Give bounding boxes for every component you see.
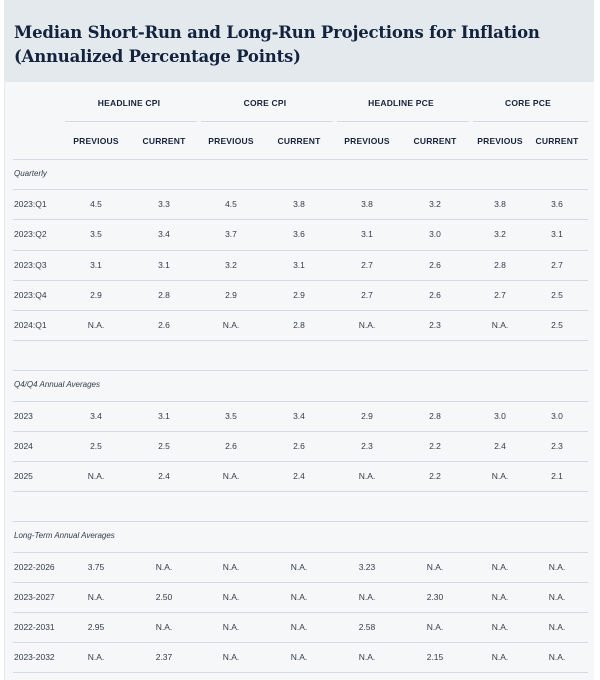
table-cell: 2.5 xyxy=(158,440,170,451)
column-subheader: PREVIOUS xyxy=(73,136,119,146)
table-cell: 2.3 xyxy=(551,440,563,451)
row-divider xyxy=(13,642,588,643)
row-label: 2023-2027 xyxy=(14,591,55,602)
table-cell: N.A. xyxy=(426,561,444,572)
table-cell: 3.8 xyxy=(293,199,305,210)
table-cell: 3.5 xyxy=(225,410,237,421)
table-cell: 2.9 xyxy=(90,289,102,300)
table-cell: 3.1 xyxy=(158,410,170,421)
spacer-divider xyxy=(13,370,588,371)
table-cell: 4.5 xyxy=(90,199,102,210)
table-cell: 2.8 xyxy=(494,259,506,270)
section-label: Long-Term Annual Averages xyxy=(14,531,115,541)
column-subheader: PREVIOUS xyxy=(208,136,254,146)
table-cell: 3.5 xyxy=(90,229,102,240)
column-subheader: CURRENT xyxy=(142,136,186,146)
table-cell: N.A. xyxy=(358,471,376,481)
table-cell: 3.1 xyxy=(90,259,102,270)
title-bar xyxy=(4,0,594,82)
group-underline xyxy=(65,121,197,122)
table-cell: 2.58 xyxy=(358,622,376,632)
table-cell: 3.2 xyxy=(494,229,506,240)
row-divider xyxy=(13,431,588,432)
table-cell: 2.5 xyxy=(551,320,563,330)
table-cell: 4.5 xyxy=(225,199,237,210)
table-cell: 2.37 xyxy=(155,652,173,663)
table-cell: 3.2 xyxy=(429,199,441,210)
row-label: 2023 xyxy=(14,410,33,421)
table-cell: N.A. xyxy=(358,652,376,663)
page-title: Median Short-Run and Long-Run Projections for Inflation (Annualized Percentage Points) xyxy=(14,23,540,66)
table-cell: N.A. xyxy=(290,622,308,632)
table-cell: N.A. xyxy=(222,652,240,663)
row-divider xyxy=(13,461,588,462)
table-cell: N.A. xyxy=(491,320,509,330)
column-subheader: CURRENT xyxy=(413,136,457,146)
table-cell: 2.30 xyxy=(426,591,444,602)
table-cell: N.A. xyxy=(87,591,105,602)
table-cell: 2.1 xyxy=(551,471,563,481)
table-cell: 3.0 xyxy=(429,229,441,240)
column-group-header: HEADLINE CPI xyxy=(97,98,161,108)
column-subheader: CURRENT xyxy=(535,136,579,146)
header-divider xyxy=(13,159,588,160)
table-cell: 3.6 xyxy=(551,199,563,210)
table-cell: 3.1 xyxy=(158,259,170,270)
table-cell: N.A. xyxy=(87,320,105,330)
table-cell: 3.6 xyxy=(293,229,305,240)
table-cell: 3.75 xyxy=(87,561,105,572)
row-divider xyxy=(13,672,588,673)
row-divider xyxy=(13,612,588,613)
table-cell: N.A. xyxy=(87,652,105,663)
row-divider xyxy=(13,280,588,281)
table-cell: 3.1 xyxy=(551,229,563,240)
table-cell: N.A. xyxy=(548,561,566,572)
table-cell: 2.4 xyxy=(293,471,305,481)
table-cell: 2.6 xyxy=(429,289,441,300)
table-cell: 2.50 xyxy=(155,591,173,602)
table-cell: 2.6 xyxy=(293,440,305,451)
table-cell: 2.2 xyxy=(429,471,441,481)
table-cell: N.A. xyxy=(155,622,173,632)
table-cell: 3.3 xyxy=(158,199,170,210)
table-cell: N.A. xyxy=(290,561,308,572)
projections-table xyxy=(4,82,594,680)
table-cell: 2.6 xyxy=(225,440,237,451)
row-divider xyxy=(13,582,588,583)
group-underline xyxy=(473,121,588,122)
table-cell: 3.0 xyxy=(551,410,563,421)
table-cell: N.A. xyxy=(358,320,376,330)
table-cell: 2.2 xyxy=(429,440,441,451)
row-divider xyxy=(13,491,588,492)
table-cell: N.A. xyxy=(548,652,566,663)
table-cell: 2.6 xyxy=(429,259,441,270)
row-label: 2022-2026 xyxy=(14,561,55,572)
table-cell: N.A. xyxy=(222,622,240,632)
row-label: 2024 xyxy=(14,440,33,451)
table-cell: N.A. xyxy=(548,622,566,632)
table-cell: 3.1 xyxy=(361,229,373,240)
row-label: 2023:Q3 xyxy=(14,259,47,270)
table-cell: 2.8 xyxy=(158,289,170,300)
row-divider xyxy=(13,250,588,251)
table-cell: 3.4 xyxy=(158,229,170,240)
column-group-header: CORE CPI xyxy=(243,98,287,108)
table-cell: 2.9 xyxy=(225,289,237,300)
table-cell: 2.15 xyxy=(426,652,444,663)
table-cell: 2.3 xyxy=(361,440,373,451)
table-cell: N.A. xyxy=(491,471,509,481)
table-cell: 3.8 xyxy=(361,199,373,210)
table-cell: 2.8 xyxy=(293,320,305,330)
table-cell: 3.4 xyxy=(293,410,305,421)
table-cell: 2.7 xyxy=(361,289,373,300)
table-cell: 2.7 xyxy=(361,259,373,270)
row-label: 2025 xyxy=(14,471,33,481)
table-cell: 3.2 xyxy=(225,259,237,270)
table-cell: N.A. xyxy=(491,622,509,632)
table-cell: 3.4 xyxy=(90,410,102,421)
table-cell: N.A. xyxy=(358,591,376,602)
row-label: 2024:Q1 xyxy=(14,320,47,330)
table-cell: 2.7 xyxy=(494,289,506,300)
column-subheader: CURRENT xyxy=(277,136,321,146)
column-group-header: CORE PCE xyxy=(505,98,551,108)
section-divider xyxy=(13,552,588,553)
table-cell: 2.95 xyxy=(87,622,105,632)
table-cell: N.A. xyxy=(290,591,308,602)
table-cell: 3.8 xyxy=(494,199,506,210)
group-underline xyxy=(337,121,469,122)
table-cell: 2.7 xyxy=(551,259,563,270)
table-cell: 2.5 xyxy=(90,440,102,451)
row-label: 2023:Q2 xyxy=(14,229,47,240)
table-cell: N.A. xyxy=(491,561,509,572)
table-cell: 2.3 xyxy=(429,320,441,330)
table-cell: 2.5 xyxy=(551,289,563,300)
row-label: 2023:Q1 xyxy=(14,199,47,210)
row-divider xyxy=(13,310,588,311)
table-cell: N.A. xyxy=(222,320,240,330)
table-cell: 3.23 xyxy=(358,561,376,572)
table-cell: N.A. xyxy=(222,561,240,572)
table-cell: N.A. xyxy=(491,652,509,663)
table-cell: 3.1 xyxy=(293,259,305,270)
table-cell: N.A. xyxy=(426,622,444,632)
row-divider xyxy=(13,219,588,220)
table-cell: N.A. xyxy=(290,652,308,663)
column-group-header: HEADLINE PCE xyxy=(368,98,434,108)
column-subheader: PREVIOUS xyxy=(477,136,523,146)
table-cell: N.A. xyxy=(491,591,509,602)
section-divider xyxy=(13,401,588,402)
table-cell: 2.9 xyxy=(293,289,305,300)
column-subheader: PREVIOUS xyxy=(344,136,390,146)
table-cell: N.A. xyxy=(222,591,240,602)
table-cell: N.A. xyxy=(155,561,173,572)
table-cell: 2.4 xyxy=(494,440,506,451)
row-label: 2022-2031 xyxy=(14,622,55,632)
group-underline xyxy=(201,121,333,122)
table-cell: N.A. xyxy=(87,471,105,481)
table-cell: N.A. xyxy=(548,591,566,602)
section-label: Quarterly xyxy=(14,169,47,178)
table-cell: 3.7 xyxy=(225,229,237,240)
table-cell: 2.6 xyxy=(158,320,170,330)
row-divider xyxy=(13,340,588,341)
table-cell: 2.9 xyxy=(361,410,373,421)
table-cell: 2.8 xyxy=(429,410,441,421)
table-cell: N.A. xyxy=(222,471,240,481)
spacer-divider xyxy=(13,521,588,522)
table-cell: 2.4 xyxy=(158,471,170,481)
projections-panel xyxy=(4,0,594,680)
table-cell: 3.0 xyxy=(494,410,506,421)
row-label: 2023:Q4 xyxy=(14,289,47,300)
row-label: 2023-2032 xyxy=(14,652,55,663)
section-divider xyxy=(13,189,588,190)
section-label: Q4/Q4 Annual Averages xyxy=(14,380,100,390)
